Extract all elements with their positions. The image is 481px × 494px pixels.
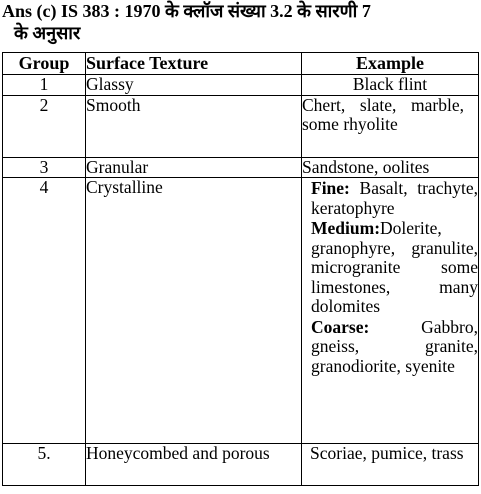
cell-texture [86,444,302,486]
table-row [3,444,479,486]
cell-example: Black flint [302,75,479,96]
table-row [3,75,479,96]
column-header-example: Example [302,53,479,75]
fine-text: Basalt, trachyte, keratophyre [311,178,478,218]
cell-texture: Granular [86,157,302,178]
table-row [3,95,479,157]
column-header-surface-texture: Surface Texture [86,53,302,75]
example-text: Scoriae, pumice, trass [310,443,464,463]
cell-example: Sandstone, oolites [302,157,479,178]
example-medium [311,219,478,317]
example-coarse [311,318,478,377]
cell-group: 4 [3,178,86,444]
cell-texture: Crystalline [86,178,302,444]
example-text: Chert, slate, marble, some rhyolite [302,95,464,134]
table-row [3,157,479,178]
cell-example [302,95,479,157]
cell-example [302,444,479,486]
cell-texture: Glassy [86,75,302,96]
cell-group: 2 [3,95,86,157]
medium-label: Medium: [311,218,381,238]
cell-example [302,178,479,444]
column-header-group: Group [3,53,86,75]
fine-label: Fine: [311,178,350,198]
cell-group: 1 [3,75,86,96]
surface-texture-table [2,52,479,486]
table-header-row [3,53,479,75]
answer-heading-line-2: के अनुसार [14,23,81,43]
cell-texture: Smooth [86,95,302,157]
cell-group: 3 [3,157,86,178]
coarse-text: Gabbro, gneiss, granite, granodiorite, syenite [311,316,478,376]
answer-heading-line-1: Ans (c) IS 383 : 1970 के क्लॉज संख्या 3.2 के सारणी 7 [2,1,371,21]
texture-text: Honeycombed and porous [86,443,270,463]
example-fine [311,179,478,218]
medium-text: Dolerite, granophyre, granulite, microgranite some limestones, many dolomites [311,218,478,316]
coarse-label: Coarse: [311,316,370,337]
cell-group: 5. [3,444,86,486]
table-row [3,178,479,444]
